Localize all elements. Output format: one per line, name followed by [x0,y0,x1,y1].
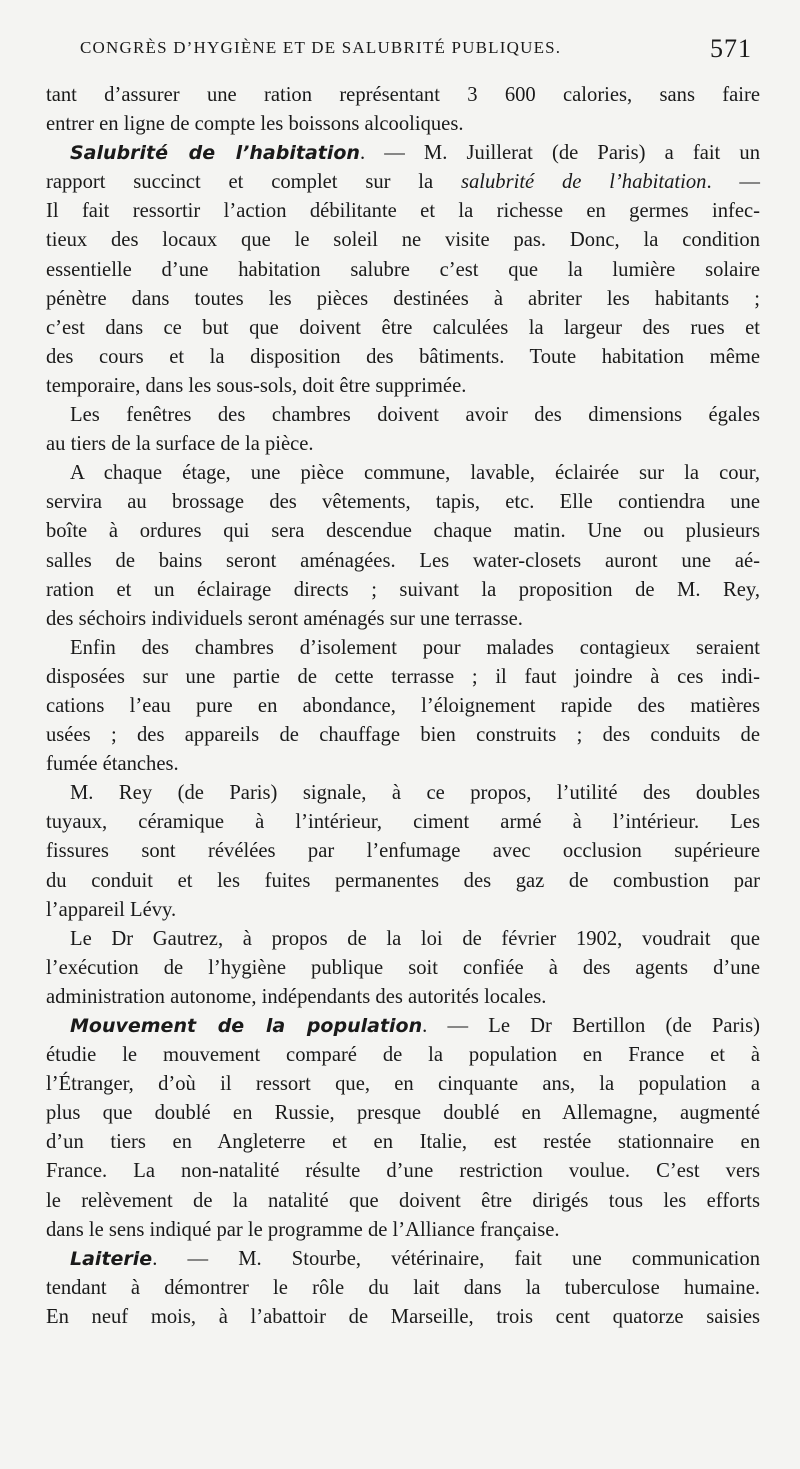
text-line: fissures sont révélées par l’enfumage avec occlusion supérieure [46,840,760,863]
text-line: ration et un éclairage directs ; suivant la proposition de M. Rey, [46,578,760,601]
text-line [46,168,760,197]
text-line: A chaque étage, une pièce commune, lavable, éclairée sur la cour, [70,462,760,485]
line-text: . — Le Dr Bertillon (de Paris) [422,1015,760,1037]
text-line: l’appareil Lévy. [46,898,177,921]
line-text: rapport succinct et complet sur la [46,171,461,194]
line-text: . — M. Juillerat (de Paris) a fait un [359,142,760,165]
text-line: du conduit et les fuites permanentes des gaz de combustion par [46,869,760,892]
text-line: tendant à démontrer le rôle du lait dans la tuberculose humaine. [46,1276,760,1299]
text-line: l’Étranger, d’où il ressort que, en cinquante ans, la population a [46,1073,760,1096]
text-line: salles de bains seront aménagées. Les water-closets auront une aé- [46,549,760,572]
text-line: essentielle d’une habitation salubre c’est que la lumière solaire [46,258,760,281]
text-line [46,1245,760,1274]
page-number: 571 [710,34,752,63]
section-heading: Salubrité de l’habitation [70,142,360,165]
text-line: entrer en ligne de compte les boissons alcooliques. [46,113,464,136]
text-line: Enfin des chambres d’isolement pour malades contagieux seraient [70,636,760,659]
text-line: En neuf mois, à l’abattoir de Marseille, trois cent quatorze saisies [46,1305,760,1328]
text-line: cations l’eau pure en abondance, l’éloignement rapide des matières [46,694,760,717]
running-header-title: CONGRÈS D’HYGIÈNE ET DE SALUBRITÉ PUBLIQUES. [80,38,562,57]
body-text [46,81,760,1332]
text-line: boîte à ordures qui sera descendue chaque matin. Une ou plusieurs [46,520,760,543]
text-line: servira au brossage des vêtements, tapis, etc. Elle contiendra une [46,491,760,514]
text-line: tuyaux, céramique à l’intérieur, ciment armé à l’intérieur. Les [46,811,760,834]
text-line: Il fait ressortir l’action débilitante et la richesse en germes infec- [46,200,760,223]
section-heading: Mouvement de la population [70,1015,423,1037]
text-line: administration autonome, indépendants des autorités locales. [46,985,547,1008]
text-line: tant d’assurer une ration représentant 3 600 calories, sans faire [46,84,760,106]
text-line: c’est dans ce but que doivent être calculées la largeur des rues et [46,316,760,339]
text-line: au tiers de la surface de la pièce. [46,433,314,456]
text-line: des cours et la disposition des bâtiments. Toute habitation même [46,345,760,368]
text-line: usées ; des appareils de chauffage bien construits ; des conduits de [46,724,760,747]
text-line: Les fenêtres des chambres doivent avoir des dimensions égales [70,404,760,427]
text-line: France. La non-natalité résulte d’une restriction voulue. C’est vers [46,1160,760,1183]
line-text: . — [706,171,761,194]
text-line: d’un tiers en Angleterre et en Italie, est restée stationnaire en [46,1131,760,1154]
running-header [80,34,760,66]
italic-phrase: salubrité de l’habitation [460,171,707,194]
text-line: disposées sur une partie de cette terrasse ; il faut joindre à ces indi- [46,665,760,688]
text-line [46,1012,760,1041]
text-line: temporaire, dans les sous-sols, doit être supprimée. [46,374,467,397]
text-line: dans le sens indiqué par le programme de l’Alliance française. [46,1218,560,1241]
section-heading: Laiterie [70,1247,153,1270]
text-line: plus que doublé en Russie, presque doublé en Allemagne, augmenté [46,1102,760,1125]
text-line: fumée étanches. [46,753,179,776]
text-line: pénètre dans toutes les pièces destinées à abriter les habitants ; [46,287,760,310]
text-line: tieux des locaux que le soleil ne visite pas. Donc, la condition [46,229,760,252]
text-line: étudie le mouvement comparé de la population en France et à [46,1044,760,1067]
text-line: Le Dr Gautrez, à propos de la loi de février 1902, voudrait que [70,927,760,950]
text-line [46,139,760,168]
text-line: le relèvement de la natalité que doivent être dirigés tous les efforts [46,1189,760,1212]
text-line: M. Rey (de Paris) signale, à ce propos, l’utilité des doubles [70,782,760,805]
text-line: l’exécution de l’hygiène publique soit confiée à des agents d’une [46,956,760,979]
text-line: des séchoirs individuels seront aménagés sur une terrasse. [46,607,523,630]
line-text: . — M. Stourbe, vétérinaire, fait une communication [152,1247,760,1270]
